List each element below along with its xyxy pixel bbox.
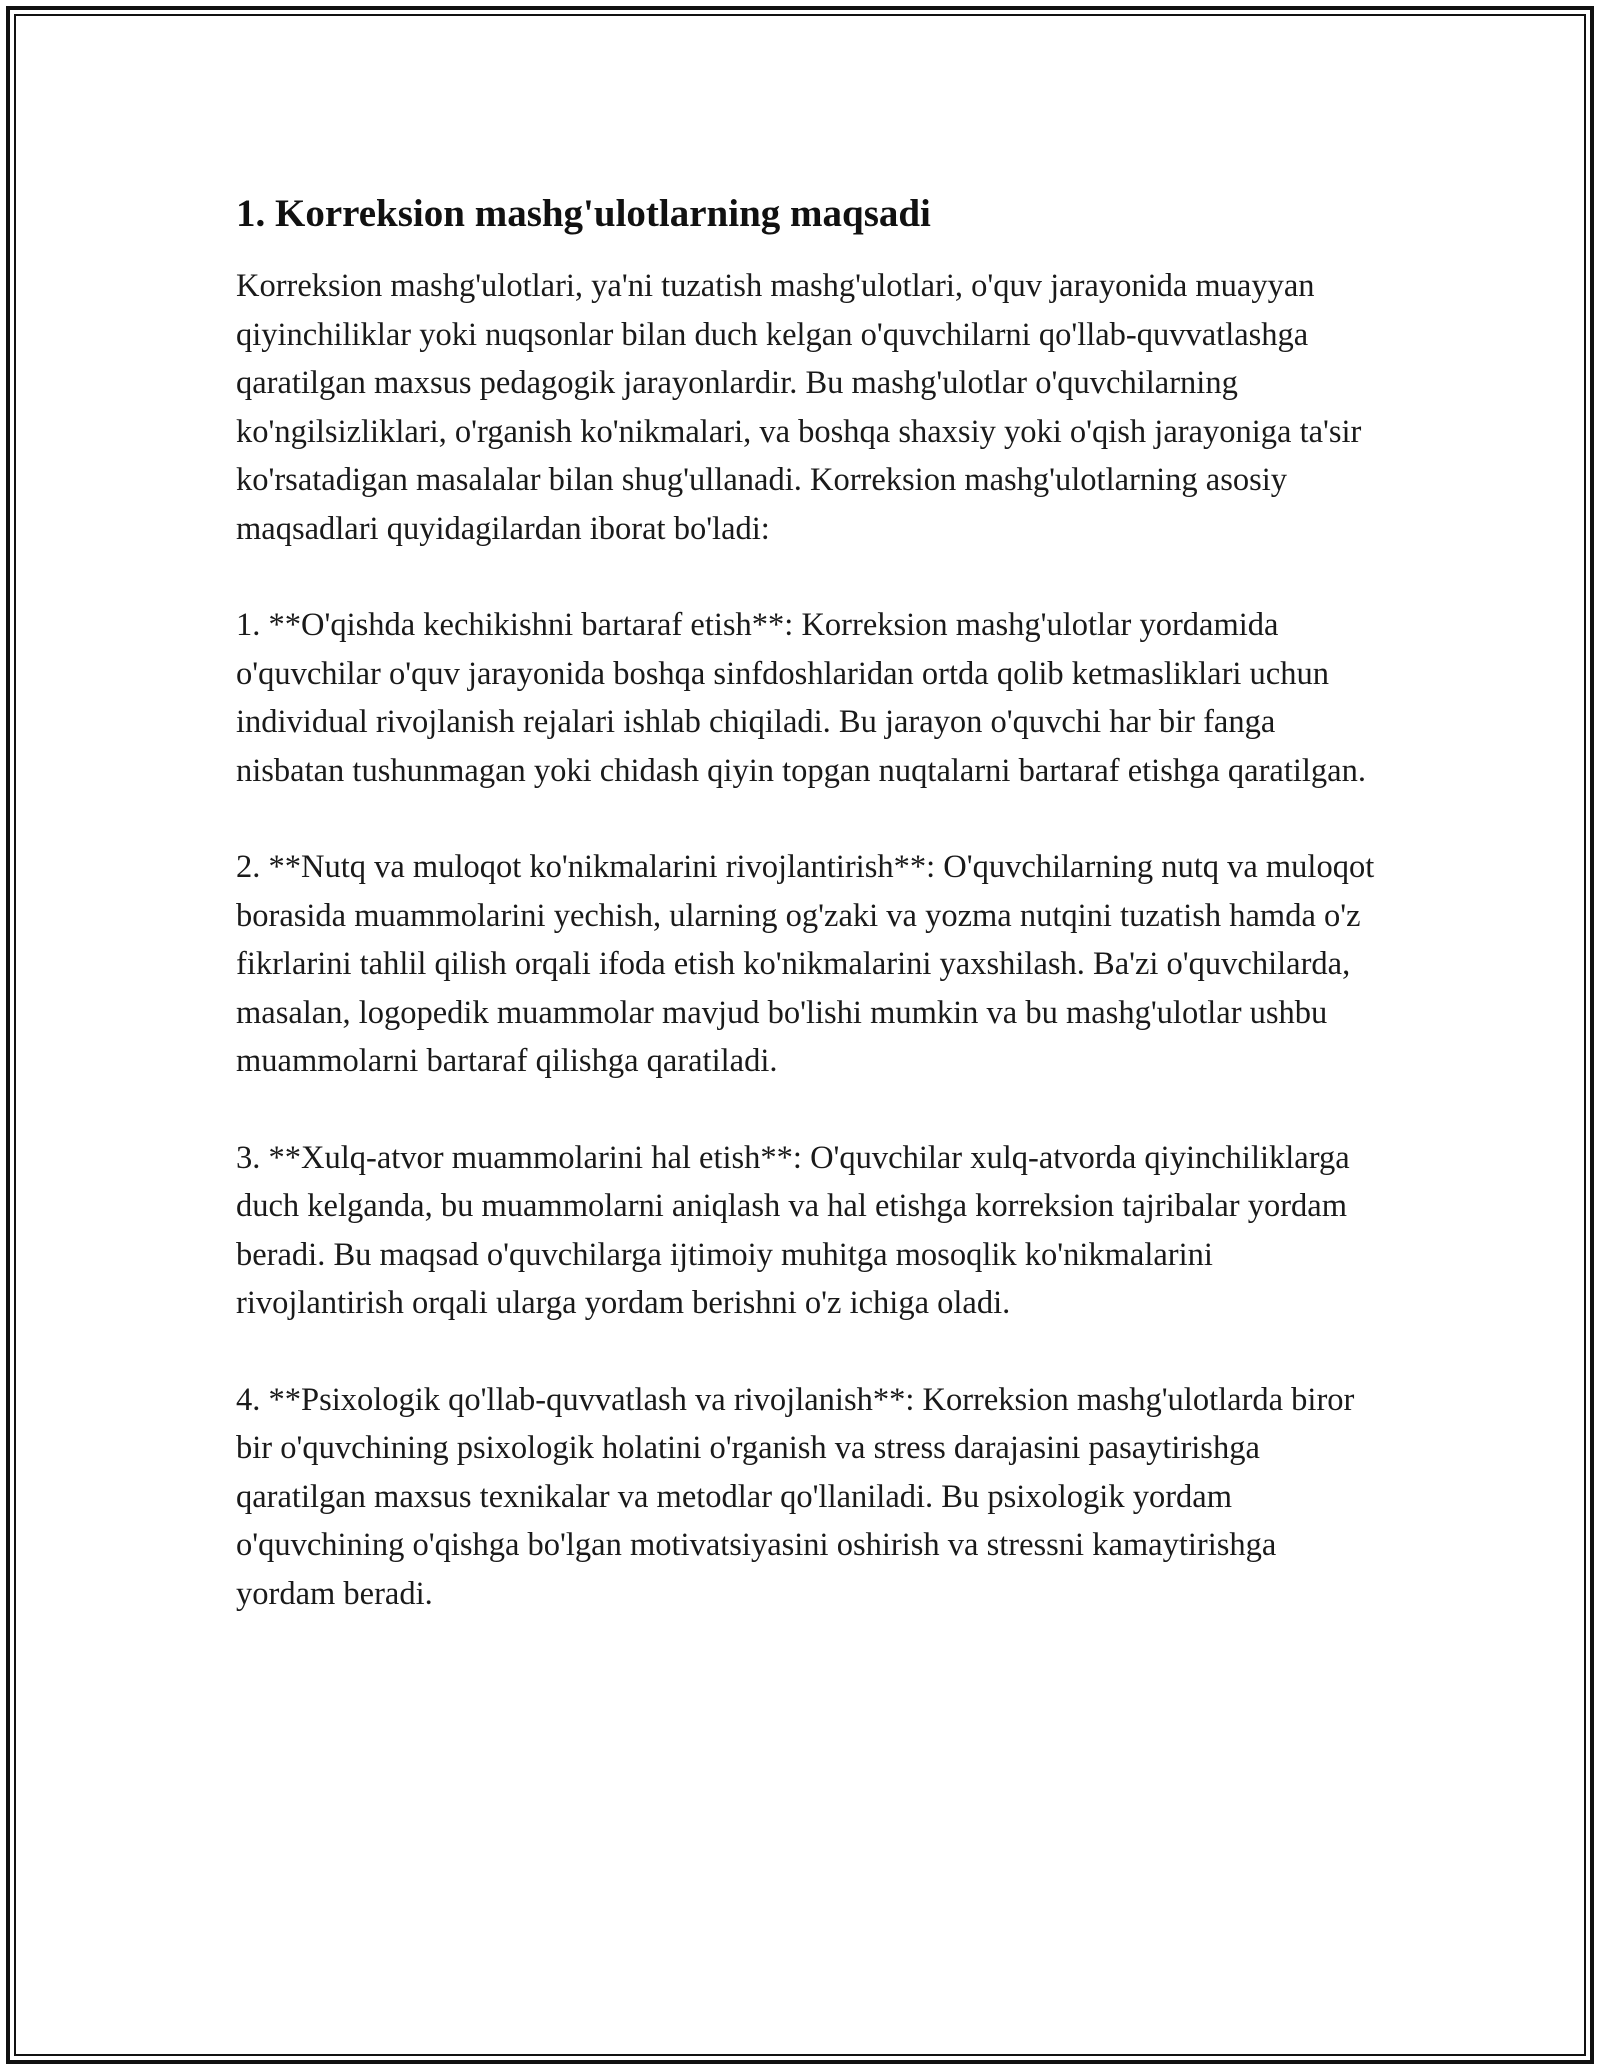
section-heading: 1. Korreksion mashg'ulotlarning maqsadi	[236, 192, 931, 235]
goal-paragraph-2: 2. **Nutq va muloqot ko'nikmalarini rivojlantirish**: O'quvchilarning nutq va muloqot borasida muammolarini yechish, ularning og'zaki va yozma nutqini tuzatish hamda o'z fikrlarini tahlil qilish orqali ifoda etish ko'nikmalarini yaxshilash. Ba'zi o'quvchilarda, masalan, logopedik muammolar mavjud bo'lishi mumkin va bu mashg'ulotlar ushbu muammolarni bartaraf qilishga qaratiladi.	[236, 849, 1375, 1079]
intro-paragraph: Korreksion mashg'ulotlari, ya'ni tuzatish mashg'ulotlari, o'quv jarayonida muayyan qiyinchiliklar yoki nuqsonlar bilan duch kelgan o'quvchilarni qo'llab-quvvatlashga qaratilgan maxsus pedagogik jarayonlardir. Bu mashg'ulotlar o'quvchilarning ko'ngilsizliklari, o'rganish ko'nikmalari, va boshqa shaxsiy yoki o'qish jarayoniga ta'sir ko'rsatadigan masalalar bilan shug'ullanadi. Korreksion mashg'ulotlarning asosiy maqsadlari quyidagilardan iborat bo'ladi:	[236, 268, 1362, 547]
goal-paragraph-4: 4. **Psixologik qo'llab-quvvatlash va rivojlanish**: Korreksion mashg'ulotlarda biror bir o'quvchining psixologik holatini o'rganish va stress darajasini pasaytirishga qaratilgan maxsus texnikalar va metodlar qo'llaniladi. Bu psixologik yordam o'quvchining o'qishga bo'lgan motivatsiyasini oshirish va stressni kamaytirishga yordam beradi.	[236, 1381, 1355, 1612]
goal-paragraph-1: 1. **O'qishda kechikishni bartaraf etish**: Korreksion mashg'ulotlar yordamida o'quvchilar o'quv jarayonida boshqa sinfdoshlaridan ortda qolib ketmasliklari uchun individual rivojlanish rejalari ishlab chiqiladi. Bu jarayon o'quvchi har bir fanga nisbatan tushunmagan yoki chidash qiyin topgan nuqtalarni bartaraf etishga qaratilgan.	[236, 607, 1366, 789]
document-body	[236, 188, 1376, 1666]
goal-paragraph-3: 3. **Xulq-atvor muammolarini hal etish**: O'quvchilar xulq-atvorda qiyinchiliklarga duch kelganda, bu muammolarni aniqlash va hal etishga korreksion tajribalar yordam beradi. Bu maqsad o'quvchilarga ijtimoiy muhitga mosoqlik ko'nikmalarini rivojlantirish orqali ularga yordam berishni o'z ichiga oladi.	[236, 1139, 1350, 1321]
